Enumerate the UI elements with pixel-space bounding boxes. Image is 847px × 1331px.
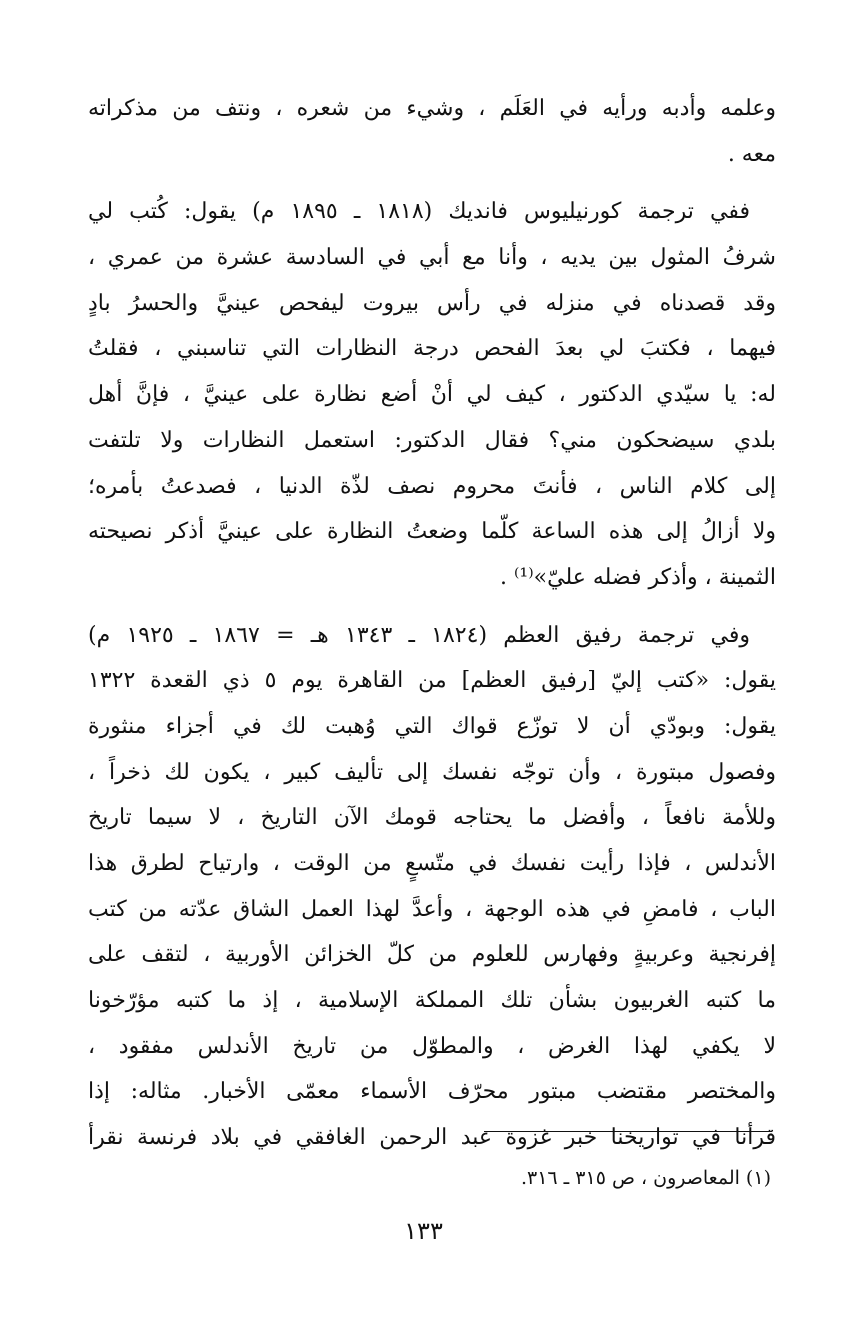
text-line: وقد قصدناه في منزله في رأس بيروت ليفحص عينيَّ والحسرُ بادٍ (88, 290, 776, 316)
text-line: يقول: وبودّي أن لا توزّع قواك التي وُهبت لك في أجزاء منثورة (88, 713, 776, 739)
text-line: إلى كلام الناس ، فأنتَ محروم نصف لذّة الدنيا ، فصدعتُ بأمره؛ (88, 473, 776, 499)
text-line: إفرنجية وعربيةٍ وفهارس للعلوم من كلّ الخزائن الأوربية ، لتقف على (88, 942, 776, 968)
text-line: شرفُ المثول بين يديه ، وأنا مع أبي في السادسة عشرة من عمري ، (88, 245, 776, 271)
text-line: الباب ، فامضِ في هذه الوجهة ، وأعدَّ لهذا العمل الشاق عدّته من كتب (88, 896, 776, 922)
text-line: والمختصر مقتضب مبتور محرّف الأسماء معمّى الأخبار. مثاله: إذا (88, 1079, 776, 1105)
footnote: (١) المعاصرون ، ص ٣١٥ ـ ٣١٦. (520, 1167, 771, 1189)
text-line: فيهما ، فكتبَ لي بعدَ الفحص درجة النظارات التي تناسبني ، فقلتُ (88, 336, 776, 362)
text-line: يقول: «كتب إليّ [رفيق العظم] من القاهرة يوم ٥ ذي القعدة ١٣٢٢ (88, 668, 776, 694)
paragraph-continuation (88, 86, 776, 177)
text-line: الأندلس ، فإذا رأيت نفسك في متّسعٍ من الوقت ، وارتياح لطرق هذا (88, 851, 776, 876)
text-line: له: يا سيّدي الدكتور ، كيف لي أنْ أضع نظارة على عينيَّ ، فإنَّ أهل (88, 382, 776, 408)
text-line: معه . (727, 141, 776, 167)
page-number: ١٣٣ (404, 1217, 443, 1245)
paragraph-rafiq-al-azm (88, 613, 776, 1161)
text-line: ولا أزالُ إلى هذه الساعة كلّما وضعتُ النظارة على عينيَّ أذكر نصيحته (88, 519, 776, 545)
paragraph-gap (88, 177, 776, 189)
text-line: وعلمه وأدبه ورأيه في العَلَم ، وشيء من شعره ، ونتف من مذكراته (88, 96, 776, 121)
footnote-divider (484, 1131, 772, 1132)
text-line: وفصول مبتورة ، وأن توجّه نفسك إلى تأليف كبير ، يكون لك ذخراً ، (88, 759, 776, 785)
text-line: بلدي سيضحكون مني؟ فقال الدكتور: استعمل النظارات ولا تلتفت (88, 427, 776, 453)
text-line: لا يكفي لهذا الغرض ، والمطوّل من تاريخ الأندلس مفقود ، (88, 1033, 776, 1059)
text-line: قرأنا في تواريخنا خبر غزوة عبد الرحمن الغافقي في بلاد فرنسة نقرأ (88, 1125, 776, 1151)
text-line: ففي ترجمة كورنيليوس فانديك (١٨١٨ ـ ١٨٩٥ م) يقول: كُتب لي (88, 199, 751, 225)
paragraph-vandyck (88, 189, 776, 600)
paragraph-gap (88, 601, 776, 613)
text-line: ما كتبه الغربيون بشأن تلك المملكة الإسلامية ، إذ ما كتبه مؤرّخونا (88, 988, 776, 1014)
text-line: الثمينة ، وأذكر فضله عليّ»⁽¹⁾ . (500, 564, 776, 590)
main-text (88, 86, 776, 1161)
text-line: وفي ترجمة رفيق العظم (١٨٢٤ ـ ١٣٤٣ هـ = ١٨٦٧ ـ ١٩٢٥ م) (88, 622, 751, 648)
text-line: وللأمة نافعاً ، وأفضل ما يحتاجه قومك الآن التاريخ ، لا سيما تاريخ (88, 805, 776, 831)
